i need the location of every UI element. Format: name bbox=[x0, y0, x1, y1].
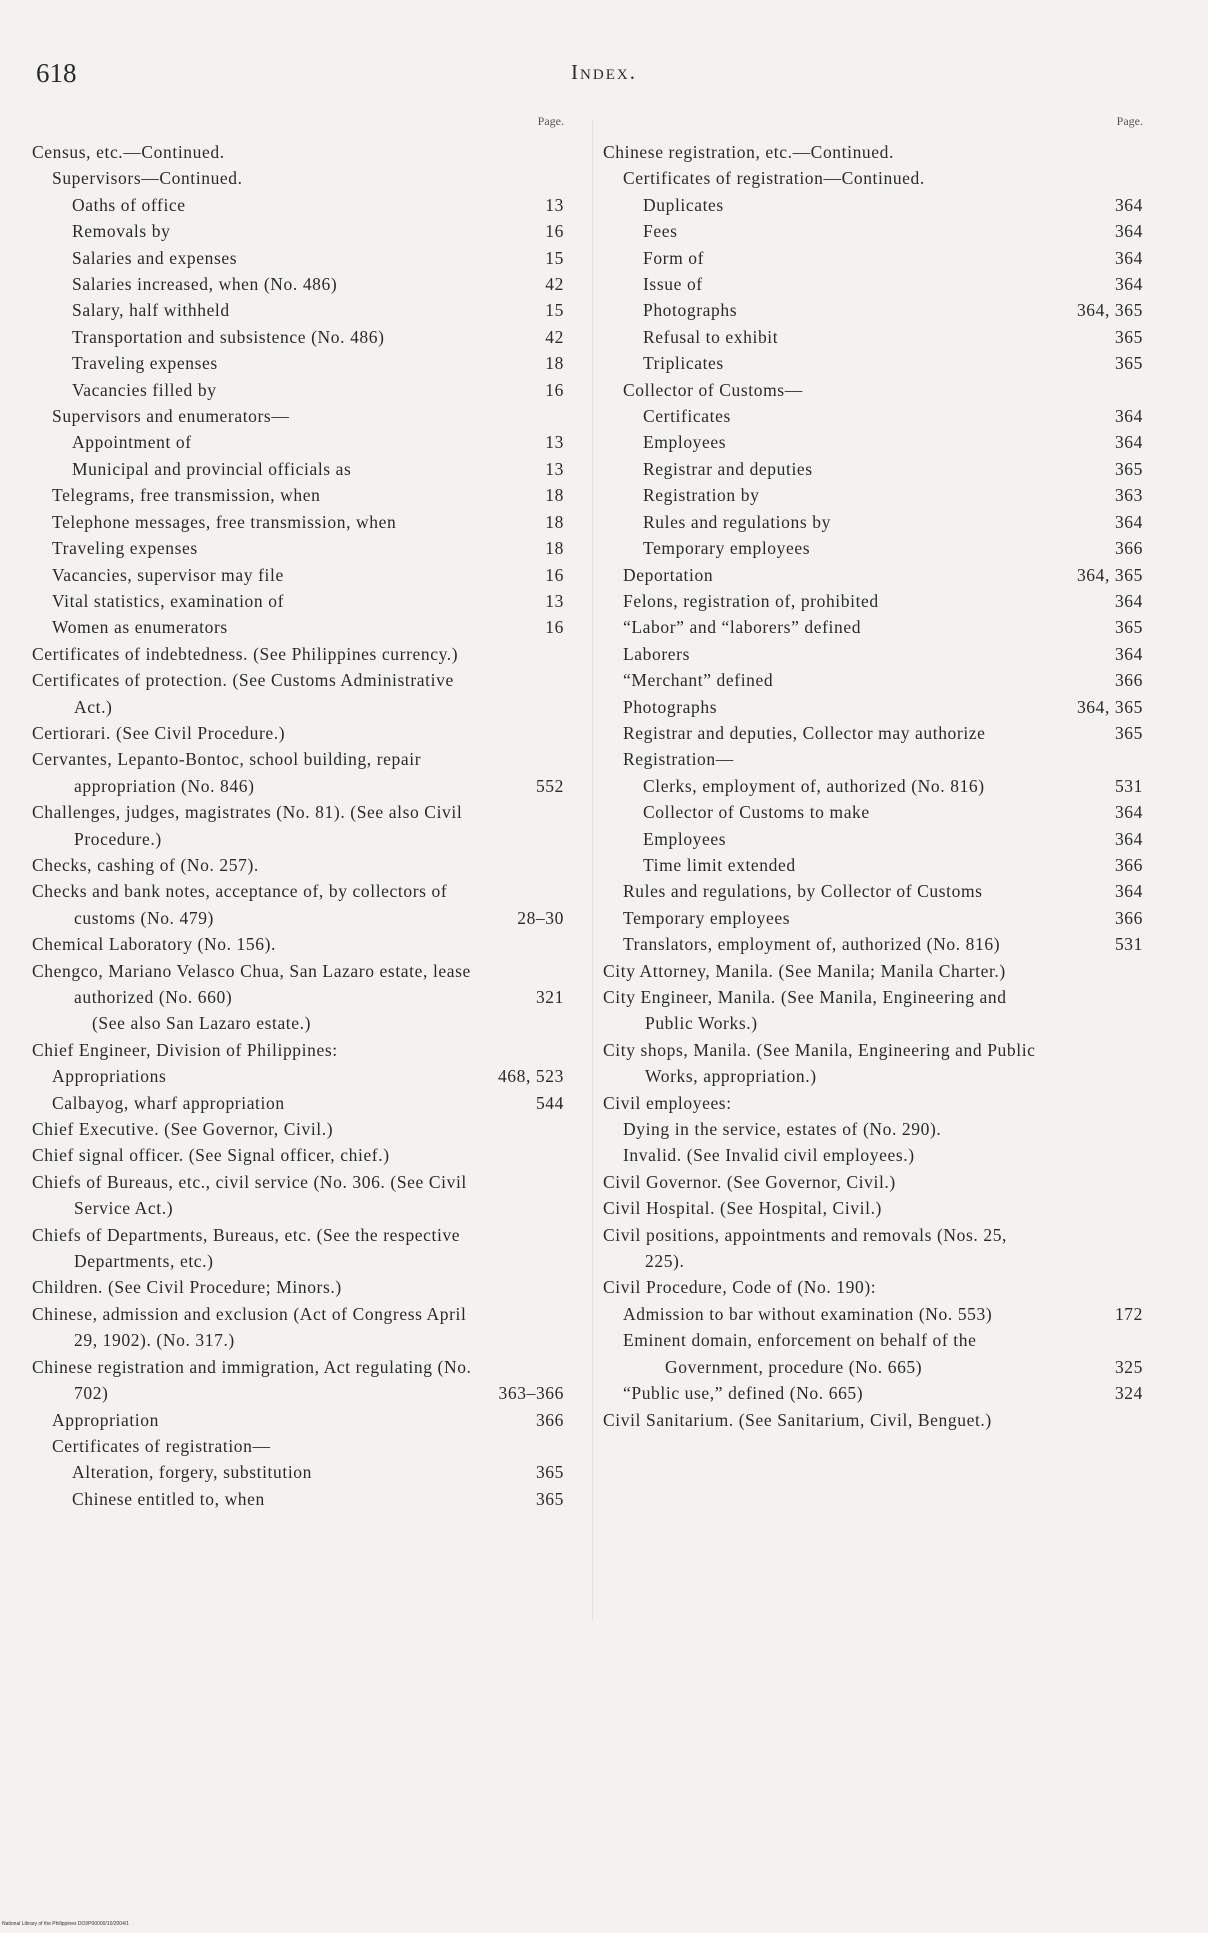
index-entry bbox=[603, 720, 1143, 746]
index-entry-text: Chinese registration, etc.—Continued. bbox=[603, 142, 894, 162]
index-entry bbox=[603, 1407, 1143, 1433]
index-entry-text: Civil employees: bbox=[603, 1092, 732, 1113]
index-entry-text: Temporary employees bbox=[643, 538, 811, 559]
index-entry bbox=[32, 1010, 564, 1036]
index-entry-page: 364 bbox=[1114, 274, 1143, 295]
index-entry-text: Supervisors—Continued. bbox=[52, 168, 243, 189]
index-entry-page: 552 bbox=[535, 775, 564, 796]
index-entry bbox=[32, 588, 564, 614]
index-entry-text: Registration— bbox=[623, 749, 734, 770]
index-entry bbox=[32, 720, 564, 746]
index-entry bbox=[603, 614, 1143, 640]
index-entry bbox=[603, 245, 1143, 271]
index-entry-text: Census, etc.—Continued. bbox=[32, 142, 225, 162]
index-entry bbox=[32, 1354, 564, 1407]
index-entry-text: Chinese, admission and exclusion (Act of Congress April 29, 1902). (No. 317.) bbox=[32, 1303, 467, 1351]
index-entry bbox=[603, 1222, 1143, 1275]
index-entry-page: 18 bbox=[545, 511, 564, 532]
right-entries bbox=[603, 139, 1143, 1433]
page-column-label: Page. bbox=[1116, 114, 1143, 128]
index-entry-text: Collector of Customs to make bbox=[643, 802, 870, 823]
index-entry-page: 364 bbox=[1114, 828, 1143, 849]
index-entry-text: Telegrams, free transmission, when bbox=[52, 485, 321, 506]
index-entry-page: 42 bbox=[545, 326, 564, 347]
index-entry-page: 364, 365 bbox=[1076, 300, 1143, 321]
index-entry-text: City shops, Manila. (See Manila, Engineering and Public Works, appropriation.) bbox=[603, 1039, 1036, 1087]
index-entry-text: Traveling expenses bbox=[52, 538, 198, 559]
index-entry-text: Registrar and deputies, Collector may authorize bbox=[623, 722, 986, 743]
index-entry-text: Children. (See Civil Procedure; Minors.) bbox=[32, 1277, 342, 1298]
index-entry bbox=[32, 192, 564, 218]
index-entry-text: Telephone messages, free transmission, when bbox=[52, 511, 397, 532]
index-entry-text: Eminent domain, enforcement on behalf of the Government, procedure (No. 665) bbox=[623, 1330, 977, 1377]
index-entry bbox=[603, 1301, 1143, 1327]
index-entry bbox=[32, 271, 564, 297]
index-entry-text: Salary, half withheld bbox=[72, 300, 230, 321]
index-entry bbox=[32, 1274, 564, 1300]
index-entry bbox=[32, 165, 564, 191]
index-entry-text: Women as enumerators bbox=[52, 617, 228, 638]
index-entry-text: “Public use,” defined (No. 665) bbox=[623, 1383, 864, 1404]
index-entry-text: Rules and regulations, by Collector of Customs bbox=[623, 881, 983, 902]
index-entry-text: Form of bbox=[643, 247, 705, 268]
index-entry bbox=[32, 1486, 564, 1512]
index-entry bbox=[32, 429, 564, 455]
index-entry-page: 364 bbox=[1114, 881, 1143, 902]
index-entry-page: 172 bbox=[1114, 1303, 1143, 1324]
index-entry-text: Appointment of bbox=[72, 432, 192, 453]
index-entry-text: Certificates bbox=[643, 406, 731, 427]
index-entry-text: Issue of bbox=[643, 274, 703, 295]
index-entry bbox=[32, 1459, 564, 1485]
index-entry-text: Salaries increased, when (No. 486) bbox=[72, 274, 338, 295]
index-entry-text: Clerks, employment of, authorized (No. 816) bbox=[643, 775, 985, 796]
index-entry bbox=[603, 271, 1143, 297]
index-entry-page: 13 bbox=[545, 458, 564, 479]
index-entry-text: Photographs bbox=[623, 696, 718, 717]
index-entry-page: 468, 523 bbox=[497, 1066, 564, 1087]
index-entry-page: 13 bbox=[545, 194, 564, 215]
index-entry-text: Certificates of indebtedness. (See Philippines currency.) bbox=[32, 643, 459, 664]
index-entry-page: 13 bbox=[545, 590, 564, 611]
index-entry-page: 366 bbox=[535, 1409, 564, 1430]
index-entry-page: 364 bbox=[1114, 511, 1143, 532]
index-entry bbox=[32, 1063, 564, 1089]
index-entry-text: Chinese registration and immigration, Act regulating (No. 702) bbox=[32, 1356, 472, 1404]
index-entry bbox=[32, 562, 564, 588]
index-entry bbox=[603, 1195, 1143, 1221]
index-entry-text: Invalid. (See Invalid civil employees.) bbox=[623, 1145, 915, 1166]
index-entry-page: 363–366 bbox=[498, 1383, 564, 1404]
footer-credit: National Library of the Philippines DOI/P00000/10/2004/1 bbox=[2, 1921, 130, 1927]
index-entry-text: Salaries and expenses bbox=[72, 247, 238, 268]
index-entry-text: Employees bbox=[643, 828, 727, 849]
index-entry bbox=[32, 931, 564, 957]
index-entry bbox=[32, 1301, 564, 1354]
index-entry-text: “Labor” and “laborers” defined bbox=[623, 617, 862, 638]
index-entry-text: Checks and bank notes, acceptance of, by collectors of customs (No. 479) bbox=[32, 881, 448, 928]
index-entry bbox=[32, 482, 564, 508]
index-entry bbox=[32, 1090, 564, 1116]
index-entry-page: 15 bbox=[545, 247, 564, 268]
index-entry-page: 531 bbox=[1114, 934, 1143, 955]
index-entry-page: 365 bbox=[535, 1488, 564, 1509]
left-entries bbox=[32, 139, 564, 1512]
index-entry bbox=[603, 667, 1143, 693]
index-entry bbox=[32, 667, 564, 720]
index-entry bbox=[603, 192, 1143, 218]
index-entry-text: Photographs bbox=[643, 300, 738, 321]
index-entry-page: 364 bbox=[1114, 221, 1143, 242]
index-entry-page: 366 bbox=[1114, 538, 1143, 559]
index-entry-text: Felons, registration of, prohibited bbox=[623, 590, 879, 611]
index-entry-page: 365 bbox=[1114, 458, 1143, 479]
index-entry-text: Rules and regulations by bbox=[643, 511, 831, 532]
index-entry-page: 366 bbox=[1114, 670, 1143, 691]
index-entry bbox=[603, 482, 1143, 508]
index-entry bbox=[32, 746, 564, 799]
index-entry-page: 325 bbox=[1114, 1356, 1143, 1377]
index-entry bbox=[32, 614, 564, 640]
index-entry-text: Chengco, Mariano Velasco Chua, San Lazaro estate, lease authorized (No. 660) bbox=[32, 960, 471, 1007]
index-entry bbox=[32, 218, 564, 244]
index-entry bbox=[32, 139, 564, 165]
index-entry-text: Chief Executive. (See Governor, Civil.) bbox=[32, 1119, 334, 1140]
index-entry bbox=[603, 746, 1143, 772]
index-entry-page: 364 bbox=[1114, 643, 1143, 664]
index-entry bbox=[32, 852, 564, 878]
index-entry-page: 28–30 bbox=[517, 907, 564, 928]
index-entry-text: Certiorari. (See Civil Procedure.) bbox=[32, 722, 286, 743]
index-entry-text: Removals by bbox=[72, 221, 171, 242]
index-entry bbox=[603, 429, 1143, 455]
index-entry-page: 364 bbox=[1114, 247, 1143, 268]
index-entry-page: 364 bbox=[1114, 406, 1143, 427]
index-entry bbox=[603, 1169, 1143, 1195]
index-entry-page: 365 bbox=[1114, 722, 1143, 743]
index-entry-text: Vacancies filled by bbox=[72, 379, 217, 400]
index-entry-text: City Engineer, Manila. (See Manila, Engineering and Public Works.) bbox=[603, 987, 1007, 1034]
index-entry bbox=[603, 1327, 1143, 1380]
index-entry-page: 13 bbox=[545, 432, 564, 453]
index-entry bbox=[32, 799, 564, 852]
index-entry-text: (See also San Lazaro estate.) bbox=[92, 1013, 312, 1034]
index-entry-text: Temporary employees bbox=[623, 907, 791, 928]
index-entry-text: Duplicates bbox=[643, 194, 724, 215]
index-entry-text: Civil Sanitarium. (See Sanitarium, Civil, Benguet.) bbox=[603, 1409, 992, 1430]
index-entry bbox=[603, 1090, 1143, 1116]
index-entry-text: Certificates of registration— bbox=[52, 1435, 271, 1456]
index-entry-text: Appropriation bbox=[52, 1409, 159, 1430]
index-entry bbox=[603, 958, 1143, 984]
index-entry bbox=[32, 456, 564, 482]
index-entry bbox=[32, 324, 564, 350]
index-entry-text: Chiefs of Bureaus, etc., civil service (No. 306. (See Civil Service Act.) bbox=[32, 1171, 467, 1219]
index-entry bbox=[603, 694, 1143, 720]
index-entry-text: Chief signal officer. (See Signal officer, chief.) bbox=[32, 1145, 390, 1166]
index-entry bbox=[603, 905, 1143, 931]
index-entry-page: 16 bbox=[545, 617, 564, 638]
index-entry-page: 42 bbox=[545, 274, 564, 295]
index-entry-page: 324 bbox=[1114, 1383, 1143, 1404]
index-entry bbox=[603, 324, 1143, 350]
index-entry-text: Fees bbox=[643, 221, 678, 242]
column-divider bbox=[592, 120, 593, 1620]
index-entry bbox=[603, 878, 1143, 904]
index-entry-text: Checks, cashing of (No. 257). bbox=[32, 854, 259, 875]
index-entry-page: 366 bbox=[1114, 854, 1143, 875]
index-entry bbox=[603, 984, 1143, 1037]
index-entry-text: Alteration, forgery, substitution bbox=[72, 1462, 312, 1483]
index-entry bbox=[603, 1116, 1143, 1142]
index-entry bbox=[603, 535, 1143, 561]
index-entry-page: 366 bbox=[1114, 907, 1143, 928]
index-entry bbox=[32, 509, 564, 535]
index-entry bbox=[603, 1380, 1143, 1406]
index-entry bbox=[32, 1142, 564, 1168]
index-entry-text: Chemical Laboratory (No. 156). bbox=[32, 934, 276, 955]
index-entry-page: 18 bbox=[545, 485, 564, 506]
index-entry-text: “Merchant” defined bbox=[623, 670, 774, 691]
index-entry-page: 364 bbox=[1114, 590, 1143, 611]
index-entry-text: Municipal and provincial officials as bbox=[72, 458, 352, 479]
index-entry-text: Vital statistics, examination of bbox=[52, 590, 284, 611]
index-entry bbox=[603, 377, 1143, 403]
page-column-label: Page. bbox=[537, 114, 564, 128]
index-entry-page: 15 bbox=[545, 300, 564, 321]
index-entry bbox=[32, 1037, 564, 1063]
index-entry bbox=[603, 799, 1143, 825]
index-entry bbox=[603, 350, 1143, 376]
index-entry-page: 16 bbox=[545, 379, 564, 400]
index-entry-text: Dying in the service, estates of (No. 290). bbox=[623, 1119, 942, 1140]
index-entry-page: 16 bbox=[545, 221, 564, 242]
index-entry-text: Supervisors and enumerators— bbox=[52, 406, 290, 427]
index-entry-text: Civil Governor. (See Governor, Civil.) bbox=[603, 1171, 896, 1192]
index-entry-text: Civil positions, appointments and removals (Nos. 25, 225). bbox=[603, 1224, 1008, 1272]
index-entry-page: 365 bbox=[1114, 326, 1143, 347]
index-entry bbox=[603, 1142, 1143, 1168]
index-entry bbox=[32, 1222, 564, 1275]
index-entry-text: City Attorney, Manila. (See Manila; Manila Charter.) bbox=[603, 960, 1006, 981]
index-entry bbox=[603, 641, 1143, 667]
index-entry-page: 364, 365 bbox=[1076, 564, 1143, 585]
index-entry bbox=[32, 297, 564, 323]
index-entry bbox=[603, 562, 1143, 588]
index-entry-text: Cervantes, Lepanto-Bontoc, school building, repair appropriation (No. 846) bbox=[32, 749, 422, 796]
index-entry-page: 365 bbox=[1114, 617, 1143, 638]
index-entry-page: 544 bbox=[535, 1092, 564, 1113]
index-entry bbox=[32, 350, 564, 376]
index-entry-text: Oaths of office bbox=[72, 194, 186, 215]
index-entry-page: 364 bbox=[1114, 194, 1143, 215]
index-entry-text: Time limit extended bbox=[643, 854, 796, 875]
index-entry-text: Registration by bbox=[643, 485, 760, 506]
index-entry bbox=[603, 297, 1143, 323]
index-entry bbox=[32, 1116, 564, 1142]
index-entry-text: Chiefs of Departments, Bureaus, etc. (See the respective Departments, etc.) bbox=[32, 1224, 461, 1272]
index-entry-page: 365 bbox=[1114, 353, 1143, 374]
index-entry-text: Calbayog, wharf appropriation bbox=[52, 1092, 285, 1113]
index-entry bbox=[603, 139, 1143, 165]
index-entry bbox=[32, 1433, 564, 1459]
index-entry bbox=[603, 403, 1143, 429]
index-entry bbox=[603, 773, 1143, 799]
index-entry-text: Transportation and subsistence (No. 486) bbox=[72, 326, 385, 347]
index-entry bbox=[32, 878, 564, 931]
index-entry-text: Employees bbox=[643, 432, 727, 453]
index-entry bbox=[32, 1407, 564, 1433]
index-entry bbox=[32, 245, 564, 271]
index-entry-page: 18 bbox=[545, 353, 564, 374]
index-entry-text: Translators, employment of, authorized (No. 816) bbox=[623, 934, 1001, 955]
index-entry bbox=[603, 165, 1143, 191]
index-entry bbox=[32, 641, 564, 667]
index-entry-page: 364 bbox=[1114, 432, 1143, 453]
index-entry-text: Chief Engineer, Division of Philippines: bbox=[32, 1039, 338, 1060]
index-entry-text: Certificates of protection. (See Customs Administrative Act.) bbox=[32, 670, 454, 717]
index-entry-text: Traveling expenses bbox=[72, 353, 218, 374]
index-entry-page: 18 bbox=[545, 538, 564, 559]
index-entry bbox=[32, 1169, 564, 1222]
index-entry-page: 365 bbox=[535, 1462, 564, 1483]
index-entry bbox=[32, 535, 564, 561]
index-entry bbox=[603, 218, 1143, 244]
index-entry-page: 531 bbox=[1114, 775, 1143, 796]
index-entry-page: 16 bbox=[545, 564, 564, 585]
index-entry-page: 364, 365 bbox=[1076, 696, 1143, 717]
index-entry-text: Laborers bbox=[623, 643, 690, 664]
index-entry-text: Chinese entitled to, when bbox=[72, 1488, 265, 1509]
page-number: 618 bbox=[36, 58, 77, 88]
index-entry-text: Vacancies, supervisor may file bbox=[52, 564, 284, 585]
page-title: Index. bbox=[571, 60, 637, 84]
index-entry bbox=[603, 1037, 1143, 1090]
index-entry-page: 363 bbox=[1114, 485, 1143, 506]
index-entry-text: Deportation bbox=[623, 564, 714, 585]
index-entry bbox=[603, 852, 1143, 878]
index-entry bbox=[603, 931, 1143, 957]
index-entry-text: Certificates of registration—Continued. bbox=[623, 168, 925, 189]
index-entry bbox=[32, 403, 564, 429]
index-entry-text: Refusal to exhibit bbox=[643, 326, 779, 347]
index-entry-text: Civil Hospital. (See Hospital, Civil.) bbox=[603, 1198, 882, 1219]
index-entry-text: Admission to bar without examination (No. 553) bbox=[623, 1303, 993, 1324]
index-entry-text: Challenges, judges, magistrates (No. 81). (See also Civil Procedure.) bbox=[32, 802, 463, 849]
index-entry-text: Civil Procedure, Code of (No. 190): bbox=[603, 1277, 877, 1298]
index-entry-text: Registrar and deputies bbox=[643, 458, 813, 479]
index-entry bbox=[603, 1274, 1143, 1300]
index-entry bbox=[603, 456, 1143, 482]
index-entry bbox=[603, 826, 1143, 852]
index-entry-text: Appropriations bbox=[52, 1066, 167, 1087]
index-entry bbox=[603, 509, 1143, 535]
index-entry bbox=[603, 588, 1143, 614]
index-entry bbox=[32, 377, 564, 403]
index-entry-text: Collector of Customs— bbox=[623, 379, 803, 400]
index-entry bbox=[32, 958, 564, 1011]
index-entry-text: Triplicates bbox=[643, 353, 724, 374]
index-entry-page: 364 bbox=[1114, 802, 1143, 823]
index-entry-page: 321 bbox=[535, 987, 564, 1007]
